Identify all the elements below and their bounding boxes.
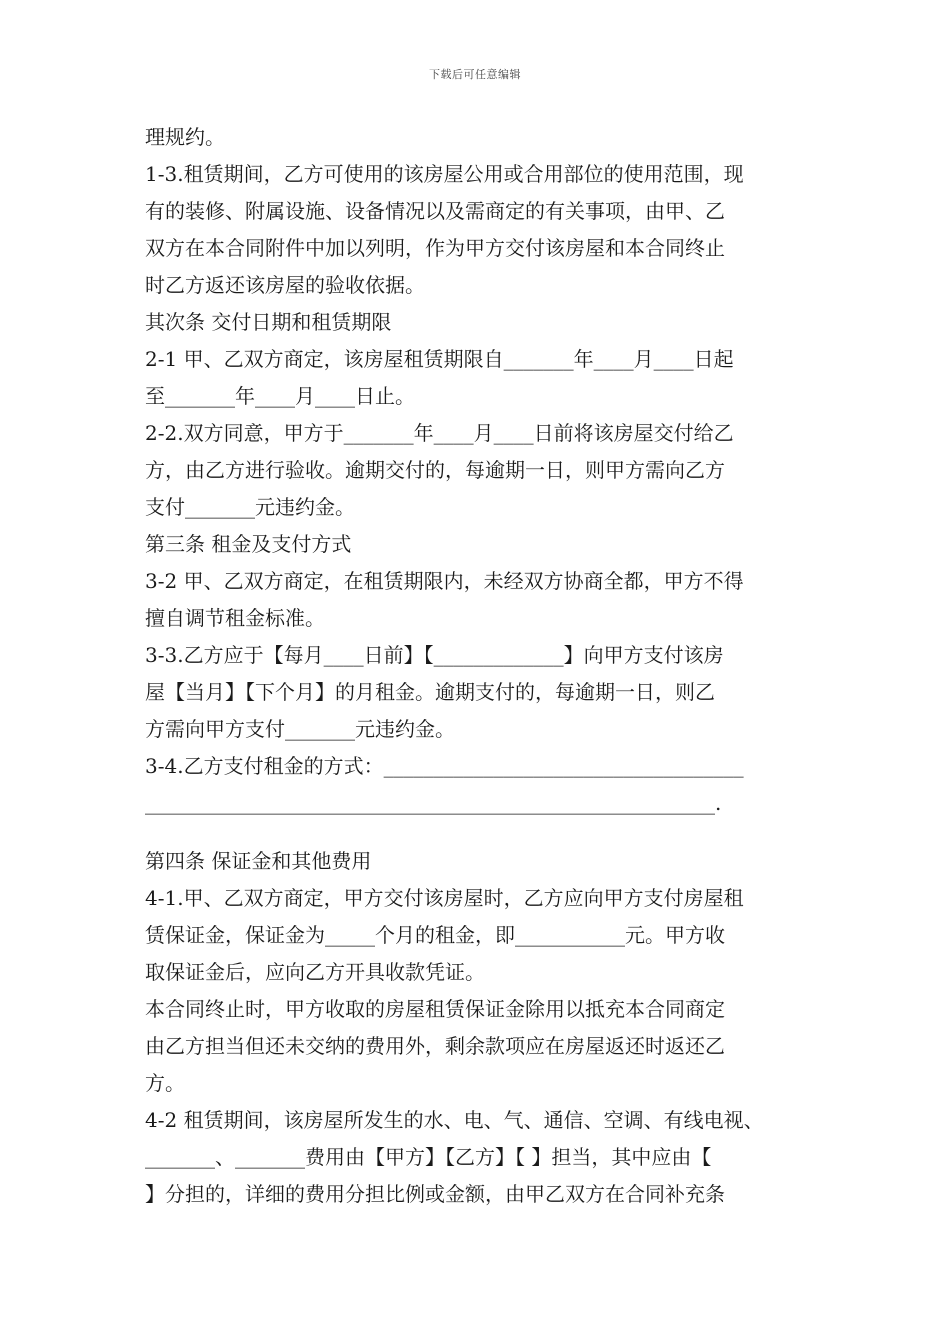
- text-line: 2-2.双方同意，甲方于_______年____月____日前将该房屋交付给乙: [145, 421, 734, 445]
- text-line: 由乙方担当但还未交纳的费用外，剩余款项应在房屋返还时返还乙: [145, 1034, 725, 1058]
- text-line: 屋【当月】【下个月】的月租金。逾期支付的，每逾期一日，则乙: [145, 680, 715, 704]
- text-line: 双方在本合同附件中加以列明，作为甲方交付该房屋和本合同终止: [145, 236, 725, 260]
- text-line: 时乙方返还该房屋的验收依据。: [145, 273, 425, 297]
- text-line: 取保证金后，应向乙方开具收款凭证。: [145, 960, 485, 984]
- text-line: 3-2 甲、乙双方商定，在租赁期限内，未经双方协商全都，甲方不得: [145, 569, 744, 593]
- text-line: 3-3.乙方应于【每月____日前】【_____________】向甲方支付该房: [145, 643, 724, 667]
- page-header: 下载后可任意编辑: [429, 68, 521, 81]
- text-line: _________________________________________________________.: [145, 791, 722, 815]
- text-line: 4-1.甲、乙双方商定，甲方交付该房屋时，乙方应向甲方支付房屋租: [145, 886, 744, 910]
- section-heading: 其次条 交付日期和租赁期限: [145, 310, 392, 334]
- text-line: 方。: [145, 1071, 185, 1095]
- text-line: 方，由乙方进行验收。逾期交付的，每逾期一日，则甲方需向乙方: [145, 458, 725, 482]
- text-line: _______、_______费用由【甲方】【乙方】【 】担当，其中应由【: [145, 1145, 712, 1169]
- text-line: 1-3.租赁期间，乙方可使用的该房屋公用或合用部位的使用范围，现: [145, 162, 744, 186]
- text-line: 3-4.乙方支付租金的方式：____________________________________: [145, 754, 744, 778]
- text-line: 】分担的，详细的费用分担比例或金额，由甲乙双方在合同补充条: [145, 1182, 725, 1206]
- text-line: 理规约。: [145, 125, 225, 149]
- text-line: 方需向甲方支付_______元违约金。: [145, 717, 455, 741]
- text-line: 有的装修、附属设施、设备情况以及需商定的有关事项，由甲、乙: [145, 199, 725, 223]
- text-line: 擅自调节租金标准。: [145, 606, 325, 630]
- section-heading: 第三条 租金及支付方式: [145, 532, 352, 556]
- text-line: 2-1 甲、乙双方商定，该房屋租赁期限自_______年____月____日起: [145, 347, 734, 371]
- text-line: 本合同终止时，甲方收取的房屋租赁保证金除用以抵充本合同商定: [145, 997, 725, 1021]
- text-line: 支付_______元违约金。: [145, 495, 355, 519]
- section-heading: 第四条 保证金和其他费用: [145, 849, 372, 873]
- text-line: 至_______年____月____日止。: [145, 384, 415, 408]
- text-line: 赁保证金，保证金为_____个月的租金，即___________元。甲方收: [145, 923, 725, 947]
- document-body: [145, 119, 815, 1213]
- text-line: 4-2 租赁期间，该房屋所发生的水、电、气、通信、空调、有线电视、: [145, 1108, 764, 1132]
